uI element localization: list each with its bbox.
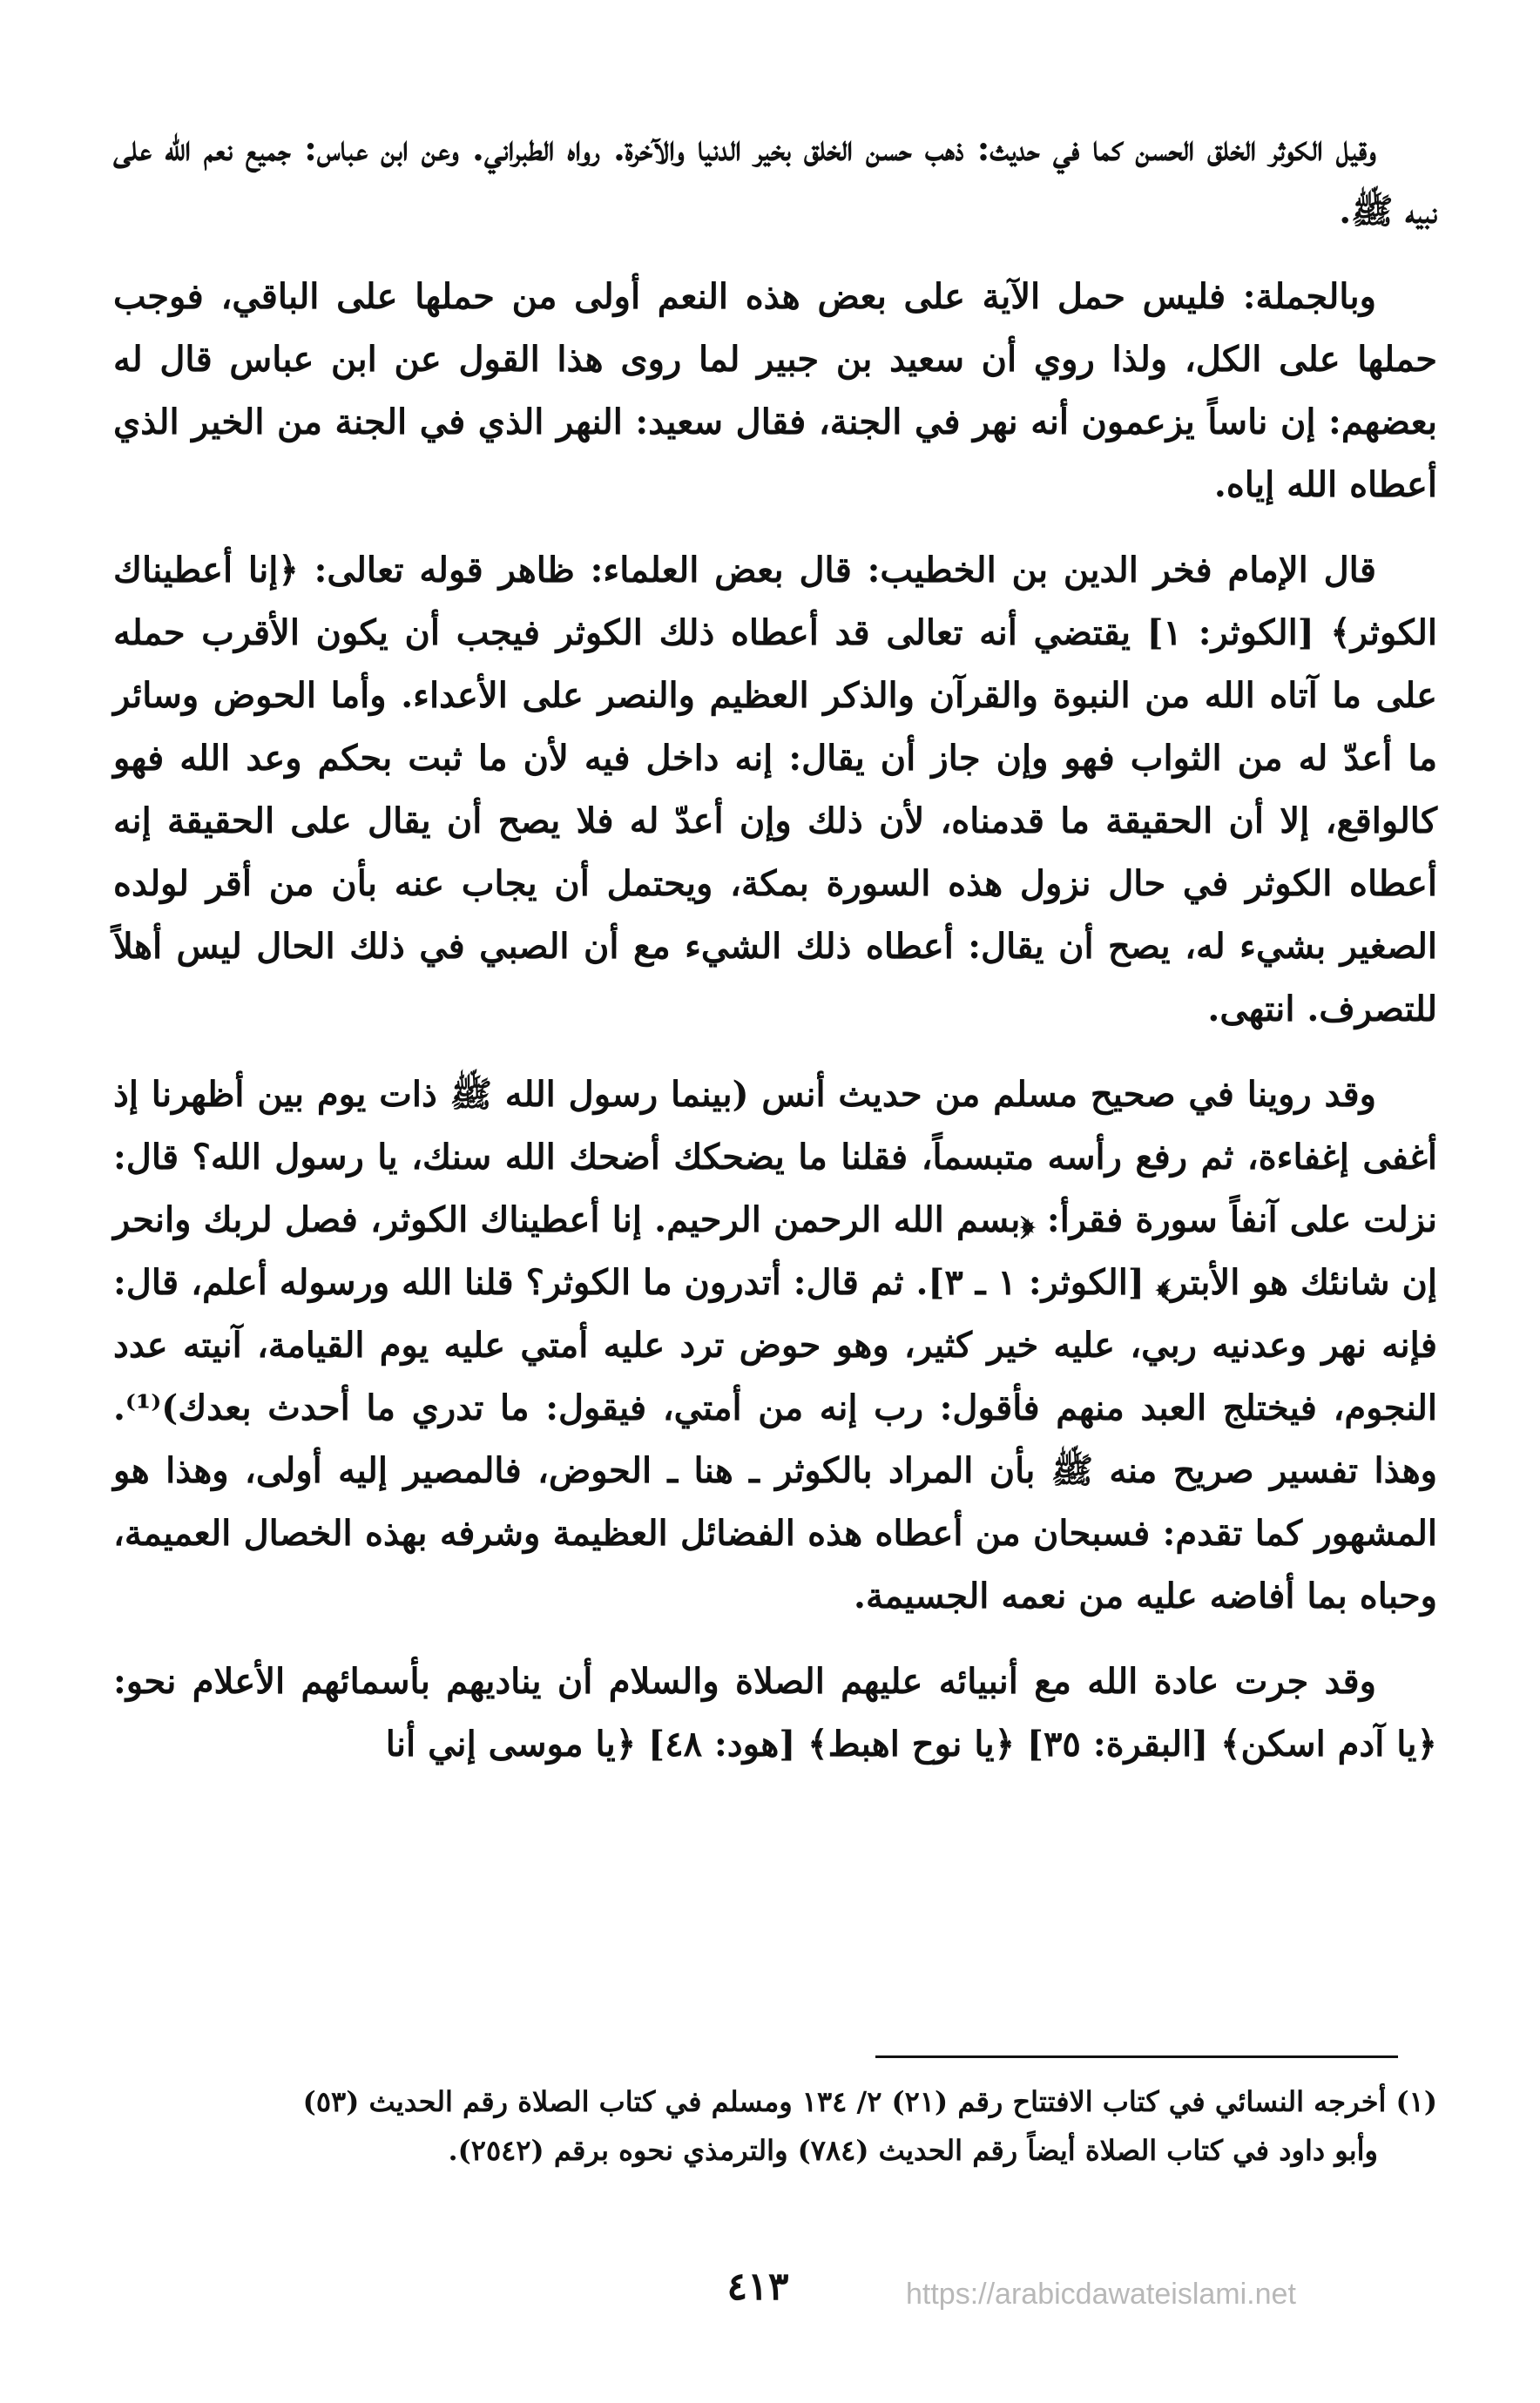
footnote-line-2: وأبو داود في كتاب الصلاة أيضاً رقم الحديث (٧٨٤) والترمذي نحوه برقم (٢٥٤٢).	[448, 2134, 1378, 2167]
page-body	[113, 118, 1437, 1799]
watermark-url: https://arabicdawateislami.net	[906, 2278, 1296, 2311]
paragraph-4: وقد روينا في صحيح مسلم من حديث أنس (بينما رسول الله ﷺ ذات يوم بين أظهرنا إذ أغفى إغفاءة، ثم رفع رأسه متبسماً، فقلنا ما يضحكك أضحك الله سنك، يا رسول الله؟ قال: نزلت على آنفاً سورة فقرأ: ﴿بسم الله الرحمن الرحيم. إنا أعطيناك الكوثر، فصل لربك وانحر إن شانئك هو الأبتر﴾ [الكوثر: ١ ـ ٣]. ثم قال: أتدرون ما الكوثر؟ قلنا الله ورسوله أعلم، قال: فإنه نهر وعدنيه ربي، عليه خير كثير، وهو حوض ترد عليه أمتي عليه يوم القيامة، آنيته عدد النجوم، فيختلج العبد منهم فأقول: رب إنه من أمتي، فيقول: ما تدري ما أحدث بعدك)⁽¹⁾. وهذا تفسير صريح منه ﷺ بأن المراد بالكوثر ـ هنا ـ الحوض، فالمصير إليه أولى، وهذا هو المشهور كما تقدم: فسبحان من أعطاه هذه الفضائل العظيمة وشرفه بهذه الخصال العميمة، وحباه بما أفاضه عليه من نعمه الجسيمة.	[113, 1074, 1437, 1617]
paragraph-1: وقيل الكوثر الخلق الحسن كما في حديث: ذهب حسن الخلق بخير الدنيا والآخرة. رواه الطبراني. وعن ابن عباس: جميع نعم الله على نبيه ﷺ.	[113, 128, 1437, 232]
paragraph-5: وقد جرت عادة الله مع أنبيائه عليهم الصلاة والسلام أن يناديهم بأسمائهم الأعلام نحو: ﴿يا آدم اسكن﴾ [البقرة: ٣٥] ﴿يا نوح اهبط﴾ [هود: ٤٨] ﴿يا موسى إني أنا	[113, 1661, 1437, 1765]
footnote-divider	[875, 2055, 1398, 2058]
footnote-line-1: (١) أخرجه النسائي في كتاب الافتتاح رقم (٢١) ٢/ ١٣٤ ومسلم في كتاب الصلاة رقم الحديث (٥٣)	[302, 2085, 1437, 2118]
paragraph-3: قال الإمام فخر الدين بن الخطيب: قال بعض العلماء: ظاهر قوله تعالى: ﴿إنا أعطيناك الكوثر﴾ [الكوثر: ١] يقتضي أنه تعالى قد أعطاه ذلك الكوثر فيجب أن يكون الأقرب حمله على ما آتاه الله من النبوة والقرآن والذكر العظيم والنصر على الأعداء. وأما الحوض وسائر ما أعدّ له من الثواب فهو وإن جاز أن يقال: إنه داخل فيه لأن ما ثبت بحكم وعد الله فهو كالواقع، إلا أن الحقيقة ما قدمناه، لأن ذلك وإن أعدّ له فلا يصح أن يقال على الحقيقة إنه أعطاه الكوثر في حال نزول هذه السورة بمكة، ويحتمل أن يجاب عنه بأن من أقر لولده الصغير بشيء له، يصح أن يقال: أعطاه ذلك الشيء مع أن الصبي في ذلك الحال ليس أهلاً للتصرف. انتهى.	[113, 550, 1437, 1029]
page-number: ٤١٣	[726, 2265, 789, 2309]
paragraph-2: وبالجملة: فليس حمل الآية على بعض هذه النعم أولى من حملها على الباقي، فوجب حملها على الكل، ولذا روي أن سعيد بن جبير لما روى هذا القول عن ابن عباس قال له بعضهم: إن ناساً يزعمون أنه نهر في الجنة، فقال سعيد: النهر الذي في الجنة من الخير الذي أعطاه الله إياه.	[113, 276, 1437, 505]
footnotes	[113, 2077, 1437, 2175]
